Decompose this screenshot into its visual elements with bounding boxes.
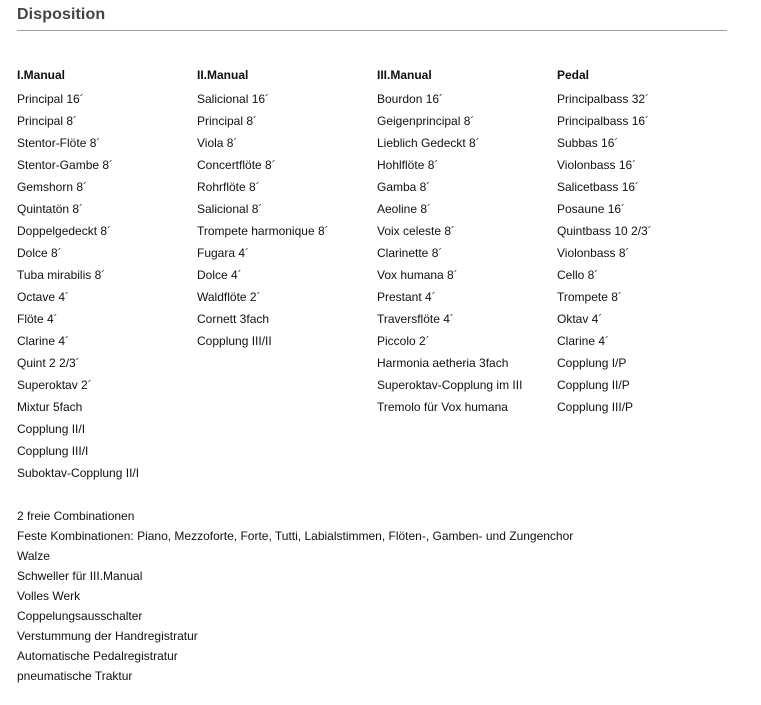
accessory-item: Verstummung der Handregistratur <box>17 629 198 643</box>
stop-item: Trompete 8´ <box>557 290 622 304</box>
accessory-item: Automatische Pedalregistratur <box>17 649 178 663</box>
stop-item: Doppelgedeckt 8´ <box>17 224 112 238</box>
stop-item: Violonbass 8´ <box>557 246 630 260</box>
accessory-item: pneumatische Traktur <box>17 669 133 683</box>
division-heading: III.Manual <box>377 68 432 82</box>
stop-item: Violonbass 16´ <box>557 158 637 172</box>
accessories-list <box>17 506 573 686</box>
stop-item: Lieblich Gedeckt 8´ <box>377 136 480 150</box>
accessory-item: Walze <box>17 549 50 563</box>
stop-item: Stentor-Gambe 8´ <box>17 158 114 172</box>
stop-item: Mixtur 5fach <box>17 400 83 414</box>
stop-item: Stentor-Flöte 8´ <box>17 136 101 150</box>
page-title: Disposition <box>17 6 106 23</box>
stop-item: Salicetbass 16´ <box>557 180 640 194</box>
stop-item: Quintbass 10 2/3´ <box>557 224 652 238</box>
stop-item: Copplung II/P <box>557 378 630 392</box>
stop-item: Trompete harmonique 8´ <box>197 224 329 238</box>
division-heading: I.Manual <box>17 68 66 82</box>
stop-item: Superoktav-Copplung im III <box>377 378 523 392</box>
stop-item: Tremolo für Vox humana <box>377 400 508 414</box>
stop-item: Subbas 16´ <box>557 136 619 150</box>
stop-item: Superoktav 2´ <box>17 378 92 392</box>
stop-item: Oktav 4´ <box>557 312 603 326</box>
stop-item: Copplung III/P <box>557 400 634 414</box>
accessory-item: Coppelungsausschalter <box>17 609 143 623</box>
stop-item: Quintatön 8´ <box>17 202 84 216</box>
stop-list <box>17 88 197 484</box>
stop-item: Aeoline 8´ <box>377 202 432 216</box>
stop-item: Tuba mirabilis 8´ <box>17 268 106 282</box>
stop-item: Cello 8´ <box>557 268 599 282</box>
stop-item: Clarine 4´ <box>17 334 70 348</box>
stop-item: Principalbass 32´ <box>557 92 650 106</box>
stop-item: Clarine 4´ <box>557 334 610 348</box>
stop-list <box>557 88 737 418</box>
division-column-pedal <box>557 66 737 418</box>
accessory-item: Feste Kombinationen: Piano, Mezzoforte, Forte, Tutti, Labialstimmen, Flöten-, Gamben- und Zungenchor <box>17 529 574 543</box>
stop-list <box>377 88 557 418</box>
stop-item: Waldflöte 2´ <box>197 290 261 304</box>
stop-item: Voix celeste 8´ <box>377 224 456 238</box>
stop-item: Viola 8´ <box>197 136 238 150</box>
title-divider <box>17 30 727 31</box>
stop-item: Flöte 4´ <box>17 312 58 326</box>
accessory-item: 2 freie Combinationen <box>17 509 135 523</box>
division-heading: Pedal <box>557 68 590 82</box>
accessory-item: Schweller für III.Manual <box>17 569 143 583</box>
stop-item: Suboktav-Copplung II/I <box>17 466 140 480</box>
division-column-manual-1 <box>17 66 197 484</box>
stop-item: Gamba 8´ <box>377 180 431 194</box>
stop-item: Principalbass 16´ <box>557 114 650 128</box>
division-heading: II.Manual <box>197 68 249 82</box>
stop-item: Geigenprincipal 8´ <box>377 114 475 128</box>
stop-item: Quint 2 2/3´ <box>17 356 80 370</box>
stop-item: Copplung II/I <box>17 422 86 436</box>
stop-item: Prestant 4´ <box>377 290 436 304</box>
stop-item: Hohlflöte 8´ <box>377 158 439 172</box>
stop-item: Gemshorn 8´ <box>17 180 88 194</box>
stop-item: Principal 16´ <box>17 92 84 106</box>
stop-item: Traversflöte 4´ <box>377 312 454 326</box>
stop-item: Bourdon 16´ <box>377 92 444 106</box>
stop-item: Rohrflöte 8´ <box>197 180 260 194</box>
stop-item: Dolce 8´ <box>17 246 62 260</box>
stop-item: Salicional 16´ <box>197 92 270 106</box>
accessory-item: Volles Werk <box>17 589 81 603</box>
stop-item: Cornett 3fach <box>197 312 270 326</box>
stop-item: Fugara 4´ <box>197 246 250 260</box>
stop-item: Copplung III/II <box>197 334 272 348</box>
stop-item: Copplung I/P <box>557 356 627 370</box>
stop-item: Principal 8´ <box>197 114 258 128</box>
stop-item: Octave 4´ <box>17 290 70 304</box>
stop-item: Vox humana 8´ <box>377 268 458 282</box>
stop-list <box>197 88 377 352</box>
stop-item: Harmonia aetheria 3fach <box>377 356 509 370</box>
stop-item: Copplung III/I <box>17 444 89 458</box>
stop-item: Posaune 16´ <box>557 202 626 216</box>
stop-item: Principal 8´ <box>17 114 78 128</box>
division-column-manual-3 <box>377 66 557 418</box>
stop-item: Clarinette 8´ <box>377 246 443 260</box>
stop-item: Piccolo 2´ <box>377 334 430 348</box>
stop-item: Salicional 8´ <box>197 202 263 216</box>
division-column-manual-2 <box>197 66 377 352</box>
stop-item: Concertflöte 8´ <box>197 158 276 172</box>
stop-item: Dolce 4´ <box>197 268 242 282</box>
